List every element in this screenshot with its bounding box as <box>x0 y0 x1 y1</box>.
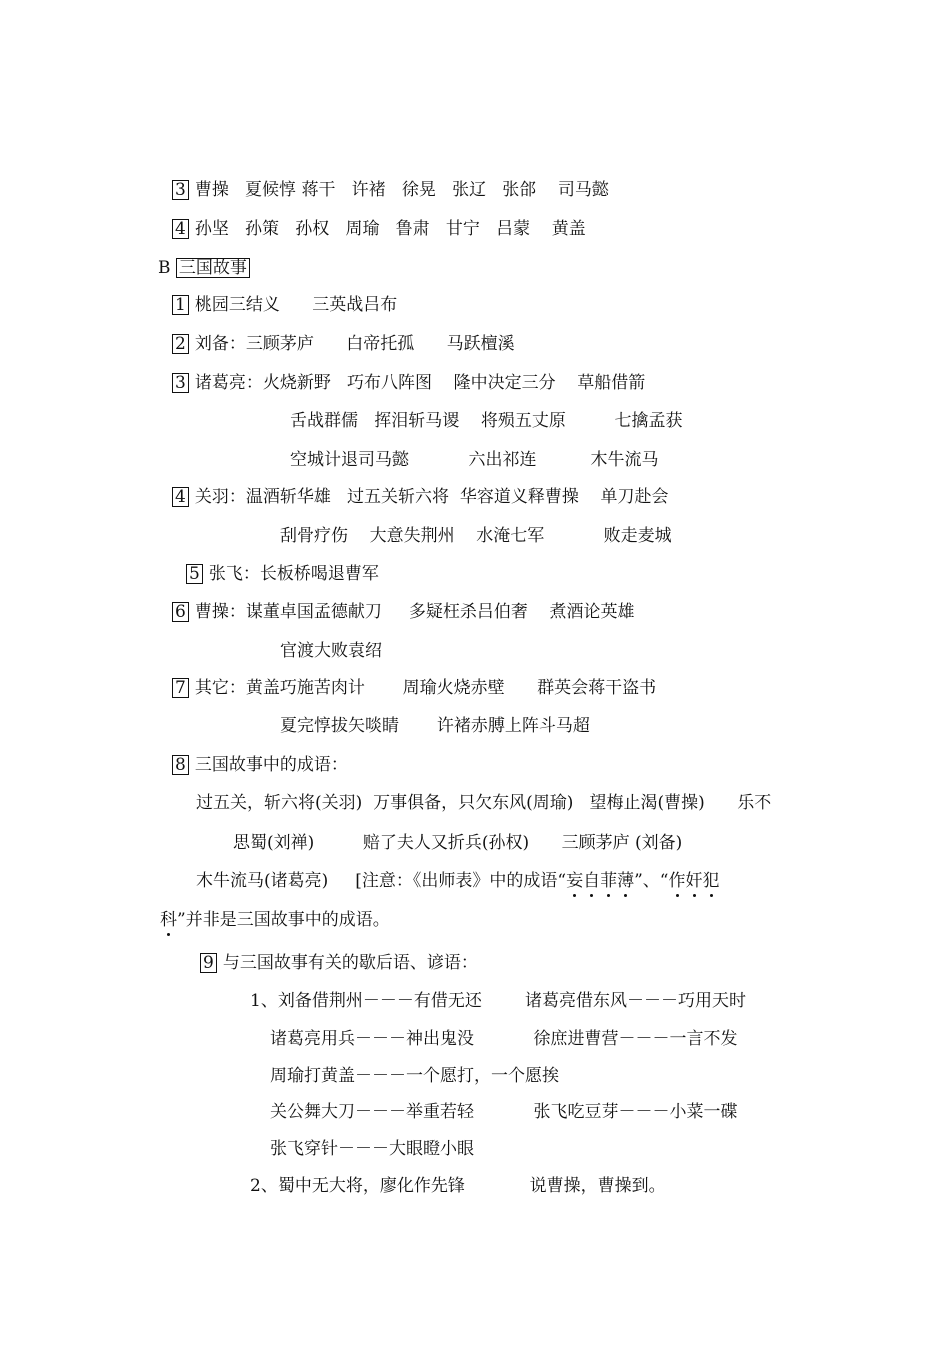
story-item <box>172 677 656 699</box>
story-item <box>172 601 634 623</box>
dotted-idiom: 妄自菲薄 <box>566 871 635 891</box>
proverb-line: 诸葛亮用兵－－－神出鬼没 徐庶进曹营－－－一言不发 <box>270 1029 738 1049</box>
story-continuation: 空城计退司马懿 六出祁连 木牛流马 <box>290 450 659 470</box>
story-item <box>172 294 397 316</box>
item-number: 3 <box>172 180 189 200</box>
story-item <box>172 486 668 508</box>
proverb-line: 1、刘备借荆州－－－有借无还 诸葛亮借东风－－－巧用天时 <box>250 991 747 1011</box>
note-text: ”并非是三国故事中的成语。 <box>177 910 390 930</box>
story-text: 关羽：温酒斩华雄 过五关斩六将 华容道义释曹操 单刀赴会 <box>194 487 669 507</box>
people-names: 曹操 夏候惇 蒋干 许褚 徐晃 张辽 张郃 司马懿 <box>194 180 609 200</box>
story-continuation: 官渡大败袁绍 <box>280 641 382 661</box>
proverbs-heading <box>200 952 478 974</box>
idioms-note <box>160 909 390 931</box>
idioms-heading <box>172 754 348 776</box>
section-prefix: B <box>158 258 171 278</box>
idioms-line: 过五关，斩六将(关羽) 万事俱备，只欠东风(周瑜) 望梅止渴(曹操) 乐不 <box>196 793 772 813</box>
story-text: 张飞：长板桥喝退曹军 <box>208 564 379 584</box>
story-item <box>186 563 379 585</box>
proverbs-title: 与三国故事有关的歇后语、谚语： <box>222 953 478 973</box>
note-text: ”、“ <box>634 871 669 891</box>
item-number: 9 <box>200 953 217 973</box>
proverb-line: 关公舞大刀－－－举重若轻 张飞吃豆芽－－－小菜一碟 <box>270 1102 738 1122</box>
story-continuation: 夏完惇拔矢啖睛 许褚赤膊上阵斗马超 <box>280 716 590 736</box>
item-number: 4 <box>172 219 189 239</box>
proverb-line: 周瑜打黄盖－－－一个愿打，一个愿挨 <box>270 1066 559 1086</box>
dotted-idiom: 科 <box>160 910 177 930</box>
section-heading <box>158 257 250 279</box>
item-number: 4 <box>172 487 189 507</box>
item-number: 2 <box>172 334 189 354</box>
dotted-idiom: 作奸犯 <box>668 871 720 891</box>
story-text: 其它：黄盖巧施苦肉计 周瑜火烧赤壁 群英会蒋干盗书 <box>194 678 657 698</box>
item-number: 5 <box>186 564 203 584</box>
story-item <box>172 372 645 394</box>
people-list-wu <box>172 218 586 240</box>
item-number: 1 <box>172 295 189 315</box>
people-names: 孙坚 孙策 孙权 周瑜 鲁肃 甘宁 吕蒙 黄盖 <box>194 219 586 239</box>
item-number: 3 <box>172 373 189 393</box>
note-text: 木牛流马(诸葛亮) [注意：《出师表》中的成语“ <box>196 871 567 891</box>
proverb-line: 2、蜀中无大将，廖化作先锋 说曹操，曹操到。 <box>250 1176 666 1196</box>
idioms-title: 三国故事中的成语： <box>194 755 348 775</box>
item-number: 7 <box>172 678 189 698</box>
idioms-line: 思蜀(刘禅) 赔了夫人又折兵(孙权) 三顾茅庐 (刘备) <box>233 833 683 853</box>
proverb-line: 张飞穿针－－－大眼瞪小眼 <box>270 1139 474 1159</box>
story-continuation: 舌战群儒 挥泪斩马谡 将殒五丈原 七擒孟获 <box>290 411 683 431</box>
item-number: 8 <box>172 755 189 775</box>
story-text: 曹操：谋董卓国孟德献刀 多疑枉杀吕伯奢 煮酒论英雄 <box>194 602 635 622</box>
story-text: 刘备：三顾茅庐 白帝托孤 马跃檀溪 <box>194 334 515 354</box>
story-continuation: 刮骨疗伤 大意失荆州 水淹七军 败走麦城 <box>280 526 672 546</box>
item-number: 6 <box>172 602 189 622</box>
section-title: 三国故事 <box>176 258 250 278</box>
story-text: 诸葛亮：火烧新野 巧布八阵图 隆中决定三分 草船借箭 <box>194 373 646 393</box>
idioms-note <box>196 870 720 892</box>
story-item <box>172 333 515 355</box>
people-list-wei <box>172 179 609 201</box>
story-text: 桃园三结义 三英战吕布 <box>194 295 398 315</box>
